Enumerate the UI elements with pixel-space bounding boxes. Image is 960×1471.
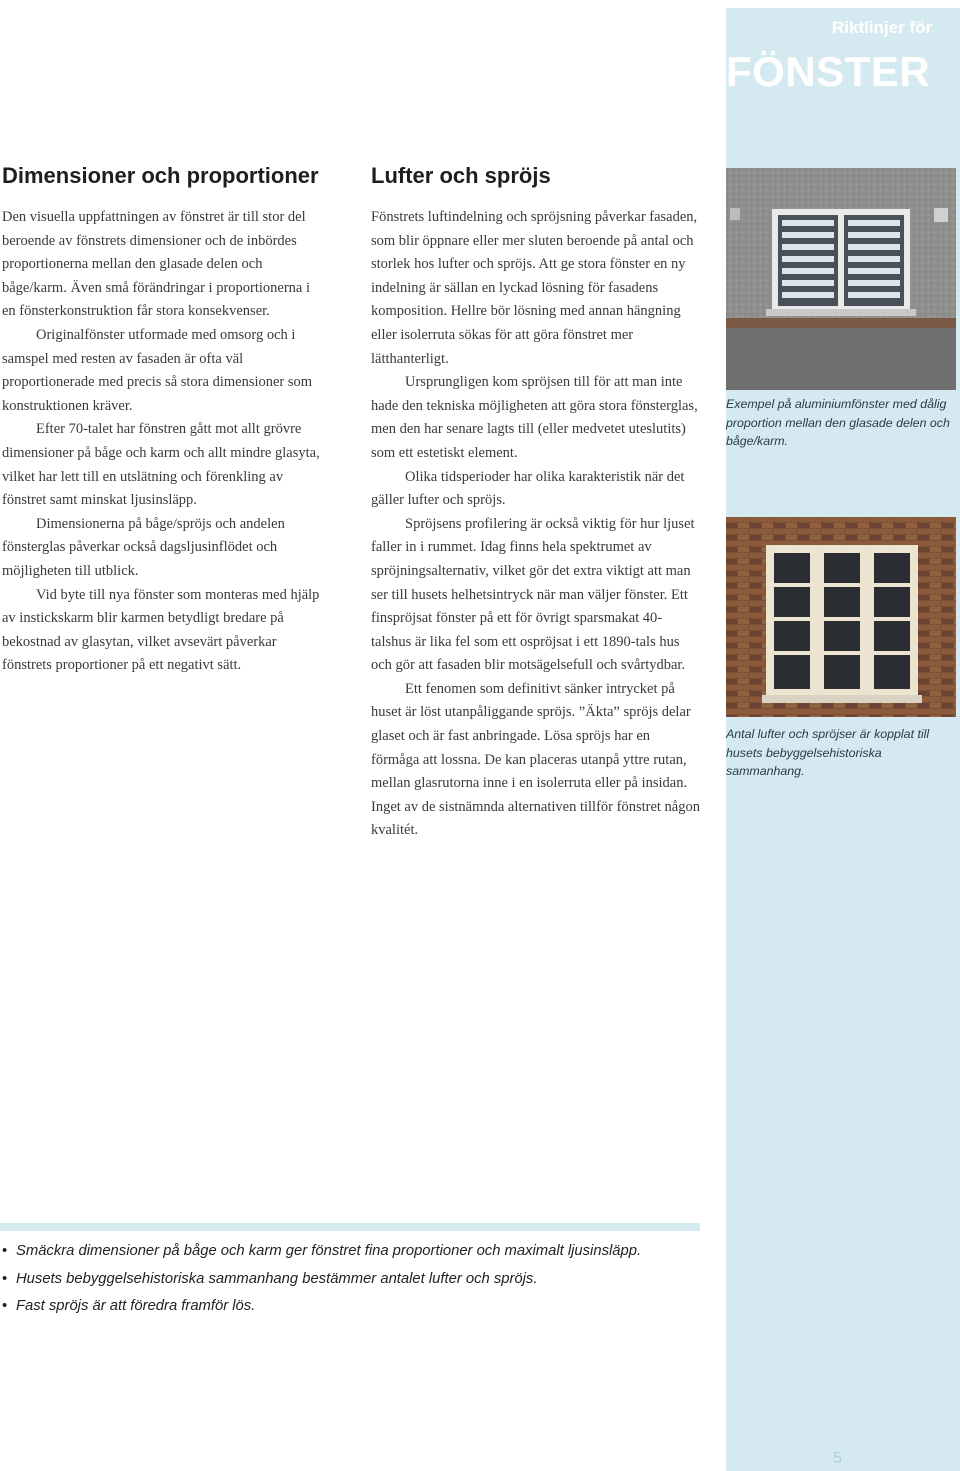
middle-column [371, 159, 701, 843]
summary-bullet: • Fast spröjs är att föredra framför lös. [2, 1293, 692, 1321]
paragraph: Ursprungligen kom spröjsen till för att man inte hade den tekniska möjligheten att göra stora fönsterglas, men den har senare lagts till (eller medvetet uteslutits) som ett estetiskt element. [371, 374, 698, 461]
summary-bullet-list [2, 1238, 692, 1321]
paragraph: Vid byte till nya fönster som monteras med hjälp av instickskarm blir karmen betydligt bredare på bekostnad av glasytan, vilket avsevärt påverkar fönstrets proportioner på ett negativt sätt. [2, 586, 320, 674]
paragraph: Spröjsens profilering är också viktig för hur ljuset faller in i rummet. Idag finns hela spektrumet av spröjningsalternativ, vilket gör det extra viktigt att man ser till husets helhetsintryck när man väljer fönster. Ett finspröjsat fönster på ett för övrigt sparsmakat 40-talshus är lika fel som ett ospröjsat i ett 1890-tals hus och gör att fasaden blir motsägelsefull och svårtydbar. [371, 515, 695, 674]
middle-column-body [371, 206, 701, 843]
paragraph: Fönstrets luftindelning och spröjsning påverkar fasaden, som blir öppnare eller mer sluten beroende på antal och storlek hos lufter och spröjs. Att ge stora fönster en ny indelning är sällan en lyckad lösning för fasadens komposition. Hellre bör lösning med annan hängning eller isolerruta sökas för att göra fönstret mer lätthanterligt. [371, 209, 698, 367]
summary-divider [0, 1223, 700, 1231]
header-kicker: Riktlinjer för [832, 18, 933, 37]
paragraph: Ett fenomen som definitivt sänker intrycket på huset är löst utanpåliggande spröjs. ”Äkta” spröjs delar glaset och är fast anbringade. Lösa spröjs har en förmåga att lossna. De kan placeras utanpå yttre rutan, mellan glasrutorna inne i en isolerruta eller på insidan. Inget av de sistnämnda alternativen tillför fönstret någon kvalitét. [371, 680, 700, 839]
page-number: 5 [833, 1450, 842, 1467]
summary-bullet: • Smäckra dimensioner på båge och karm ger fönstret fina proportioner och maximalt ljusinsläpp. [2, 1238, 692, 1266]
section-heading-dimensions: Dimensioner och proportioner [2, 163, 319, 188]
brick-window-photo [726, 517, 956, 717]
header-title: FÖNSTER [726, 48, 931, 95]
left-column-body [2, 206, 322, 678]
figure-caption: Exempel på aluminiumfönster med dålig proportion mellan den glasade delen och båge/karm. [726, 397, 950, 448]
paragraph: Efter 70-talet har fönstren gått mot allt grövre dimensioner på båge och karm och allt mindre glasyta, vilket har lett till en utslätning och förenkling av fönstret samt minskat ljusinsläpp. [2, 421, 320, 509]
paragraph: Den visuella uppfattningen av fönstret är till stor del beroende av fönstrets dimensioner och de inbördes proportionerna mellan den glasade delen och båge/karm. Även små förändringar i proportionerna i en fönsterkonstruktion får stora konsekvenser. [2, 209, 311, 320]
paragraph: Dimensionerna på båge/spröjs och andelen fönsterglas påverkar också dagsljusinflödet och möjligheten till utblick. [2, 515, 285, 579]
left-column [2, 159, 322, 678]
figure-caption: Antal lufter och spröjser är kopplat till husets bebyggelsehistoriska sammanhang. [726, 727, 930, 778]
section-heading-lufter: Lufter och spröjs [371, 163, 551, 188]
paragraph: Olika tidsperioder har olika karakteristik när det gäller lufter och spröjs. [371, 468, 685, 509]
aluminium-window-photo [726, 168, 956, 390]
paragraph: Originalfönster utformade med omsorg och i samspel med resten av fasaden är ofta väl proportionerade med precis så stora dimensioner som konstruktionen kräver. [2, 326, 313, 414]
summary-bullet: • Husets bebyggelsehistoriska sammanhang bestämmer antalet lufter och spröjs. [2, 1266, 692, 1294]
